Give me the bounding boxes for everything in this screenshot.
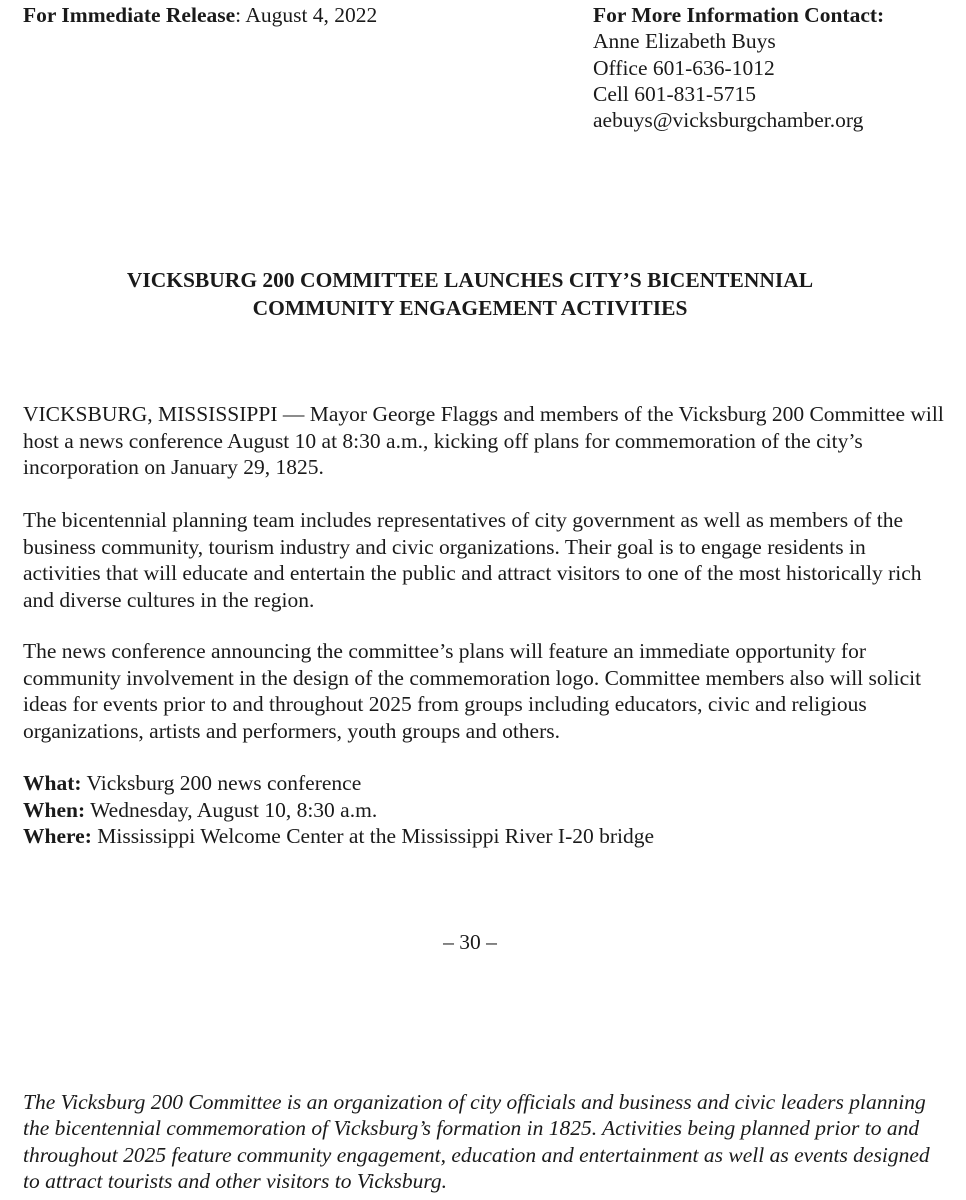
contact-email: aebuys@vicksburgchamber.org (593, 108, 864, 133)
boilerplate-footer: The Vicksburg 200 Committee is an organization of city officials and business and civic leaders planning the bicentennial commemoration of Vicksburg’s formation in 1825. Activities being planned prior to and throughout 2025 feature community engagement, education and entertainment as well as events designed to attract tourists and other visitors to Vicksburg. (23, 1090, 930, 1193)
headline (0, 266, 940, 322)
contact-block (593, 2, 884, 133)
body-paragraph-3: The news conference announcing the committee’s plans will feature an immediate opportunity for community involvement in the design of the commemoration logo. Committee members also will solicit ideas for events prior to and throughout 2025 from groups including educators, civic and religious organizations, artists and performers, youth groups and others. (23, 639, 922, 743)
release-date: : August 4, 2022 (235, 3, 378, 27)
detail-when-value: Wednesday, August 10, 8:30 a.m. (85, 797, 378, 822)
detail-when (23, 797, 654, 824)
detail-what (23, 770, 654, 797)
detail-where (23, 823, 654, 850)
detail-when-label: When: (23, 797, 86, 822)
release-label: For Immediate Release (23, 3, 236, 27)
event-details (23, 770, 654, 850)
detail-what-value: Vicksburg 200 news conference (81, 771, 362, 795)
headline-line-1: VICKSBURG 200 COMMITTEE LAUNCHES CITY’S BICENTENNIAL (126, 268, 814, 292)
contact-heading: For More Information Contact: (593, 3, 885, 27)
headline-line-2: COMMUNITY ENGAGEMENT ACTIVITIES (252, 296, 688, 320)
contact-name: Anne Elizabeth Buys (593, 29, 776, 54)
end-mark: – 30 – (443, 930, 497, 954)
detail-where-value: Mississippi Welcome Center at the Mississippi River I-20 bridge (91, 824, 655, 848)
contact-office-phone: Office 601-636-1012 (593, 55, 775, 80)
body-paragraph-1: VICKSBURG, MISSISSIPPI — Mayor George Flaggs and members of the Vicksburg 200 Committee will host a news conference August 10 at 8:30 a.m., kicking off plans for commemoration of the city’s incorporation on January 29, 1825. (23, 402, 944, 479)
contact-cell-phone: Cell 601-831-5715 (593, 81, 757, 106)
detail-where-label: Where: (23, 824, 92, 848)
release-line (23, 2, 377, 29)
body-paragraph-2: The bicentennial planning team includes representatives of city government as well as members of the business community, tourism industry and civic organizations. Their goal is to engage residents in activities that will educate and entertain the public and attract visitors to one of the most historically rich and diverse cultures in the region. (23, 508, 922, 612)
detail-what-label: What: (23, 771, 82, 795)
